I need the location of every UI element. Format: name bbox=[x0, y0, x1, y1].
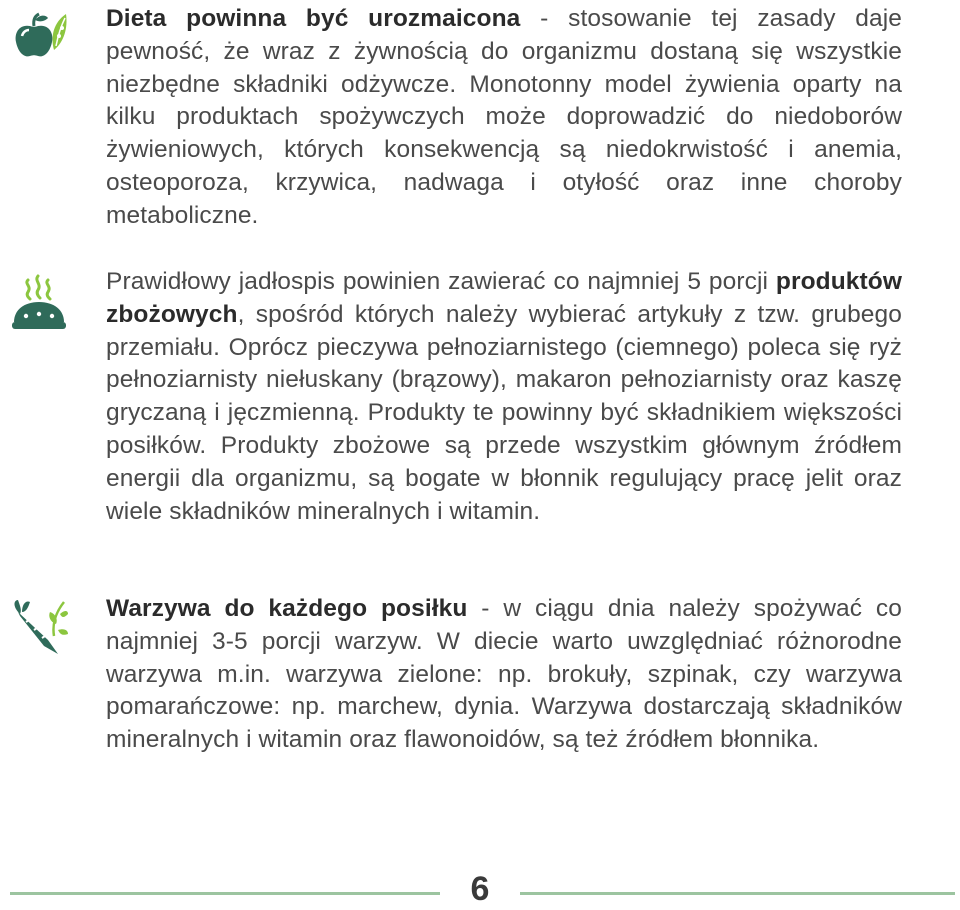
section-title: Dieta powinna być urozmaicona bbox=[106, 5, 521, 32]
section-body: , spośród których należy wybierać artykuły z tzw. grubego przemiału. Oprócz pieczywa pełnoziarnistego (ciemnego) poleca się ryż pełnoziarnisty niełuskany (brązowy), makaron pełnoziarnisty oraz kaszę gryczaną i jęczmienną. Produkty te powinny być składnikiem większości posiłków. Produkty zbożowe są przede wszystkim głównym źródłem energii dla organizmu, są bogate w błonnik regulujący pracę jelit oraz wiele składników mineralnych i witamin. bbox=[106, 300, 902, 525]
page-footer bbox=[0, 870, 960, 910]
page-number: 6 bbox=[470, 870, 490, 908]
section-body: - w ciągu dnia należy spożywać co najmniej 3-5 porcji warzyw. W diecie warto uwzględniać różnorodne warzywa m.in. warzywa zielone: np. brokuły, szpinak, czy warzywa pomarańczowe: np. marchew, dynia. Warzywa dostarczają składników mineralnych i witamin oraz flawonoidów, są też źródłem błonnika. bbox=[106, 595, 902, 754]
section-text bbox=[106, 266, 902, 528]
footer-rule-right bbox=[520, 892, 955, 895]
bread-icon bbox=[8, 272, 70, 334]
section-text bbox=[106, 3, 902, 233]
section-title: produktów zbożowych bbox=[106, 268, 902, 328]
section-text bbox=[106, 593, 902, 757]
section-title: Warzywa do każdego posiłku bbox=[106, 595, 468, 622]
carrot-icon bbox=[8, 596, 70, 658]
fruit-vegetable-icon bbox=[8, 6, 70, 68]
section-intro: Prawidłowy jadłospis powinien zawierać co najmniej 5 porcji bbox=[106, 268, 776, 295]
footer-rule-left bbox=[10, 892, 440, 895]
section-body: - stosowanie tej zasady daje pewność, że wraz z żywnością do organizmu dostaną się wszystkie niezbędne składniki odżywcze. Monotonny model żywienia oparty na kilku produktach spożywczych może doprowadzić do niedoborów żywieniowych, których konsekwencją są niedokrwistość i anemia, osteoporoza, krzywica, nadwaga i otyłość oraz inne choroby metaboliczne. bbox=[106, 5, 902, 229]
